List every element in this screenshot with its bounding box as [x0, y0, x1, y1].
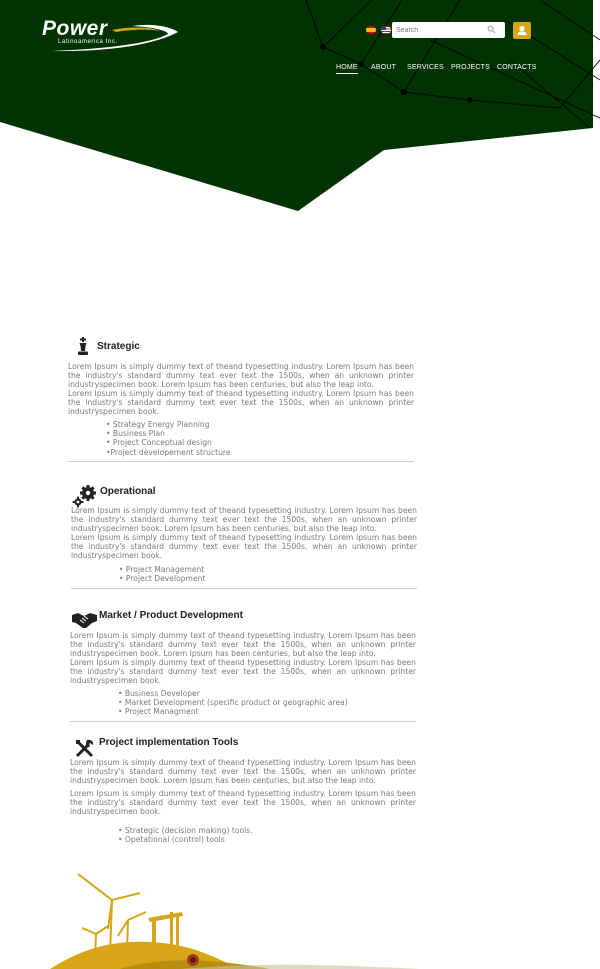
list-item: • Project Development [119, 574, 206, 584]
section-paragraph: Lorem Ipsum is simply dummy text of theand typesetting industry. Lorem Ipsum has been the industry's standard dummy text ever text the 1500s, when an unknown printer industryspecimen book. [68, 389, 414, 416]
section-paragraph: Lorem Ipsum is simply dummy text of theand typesetting industry. Lorem Ipsum has been the industry's standard dummy text ever text the 1500s, when an unknown printer industryspecimen book. [70, 789, 416, 816]
section-divider [70, 721, 416, 722]
section-title: Project implementation Tools [99, 737, 239, 748]
list-item: • Strategic (decision making) tools. [118, 826, 253, 835]
handshake-icon [72, 611, 97, 629]
list-item: • Project Conceptual design [106, 438, 212, 448]
search-input[interactable] [396, 24, 480, 36]
section-title: Strategic [97, 341, 140, 352]
spanish-flag-icon[interactable] [366, 26, 376, 34]
section-paragraph: Lorem Ipsum is simply dummy text of theand typesetting industry. Lorem Ipsum has been the industry's standard dummy text ever text the 1500s, when an unknown printer industryspecimen book. [71, 533, 417, 560]
section-paragraph: Lorem Ipsum is simply dummy text of theand typesetting industry. Lorem Ipsum has been the industry's standard dummy text ever text the 1500s, when an unknown printer industryspecimen book. Lorem Ipsum has been centuries, but also the leap into. [68, 362, 414, 389]
section-title: Market / Product Development [99, 610, 243, 621]
list-item: • Opetational (control) tools [118, 835, 225, 845]
nav-projects[interactable]: PROJECTS [451, 64, 490, 71]
chess-king-icon [76, 337, 90, 356]
nav-services[interactable]: SERVICES [407, 64, 444, 71]
nav-contacts[interactable]: CONTACTS [497, 64, 537, 71]
section-paragraph: Lorem Ipsum is simply dummy text of theand typesetting industry. Lorem Ipsum has been the industry's standard dummy text ever text the 1500s, when an unknown printer industryspecimen book. Lorem Ipsum has been centuries, but also the leap into. [70, 631, 416, 658]
bullet-list [118, 689, 348, 717]
bullet-list [119, 565, 205, 583]
user-account-button[interactable] [513, 22, 531, 39]
section-paragraph: Lorem Ipsum is simply dummy text of theand typesetting industry. Lorem Ipsum has been the industry's standard dummy text ever text the 1500s, when an unknown printer industryspecimen book. Lorem Ipsum has been centuries, but also the leap into. [70, 758, 416, 785]
list-item: • Strategy Energy Planning [106, 420, 210, 429]
tools-icon [75, 739, 95, 759]
logo-wordmark: Power [42, 17, 108, 40]
section-title: Operational [100, 486, 156, 497]
list-item: • Project Managment [118, 707, 199, 717]
section-divider [68, 461, 414, 462]
list-item: •Project developement structure [106, 447, 231, 457]
list-item: • Project Management [119, 565, 205, 574]
list-item: • Business Developer [118, 689, 200, 698]
list-item: • Market Development (specific product or geographic area) [118, 698, 348, 708]
section-paragraph: Lorem Ipsum is simply dummy text of theand typesetting industry. Lorem Ipsum has been the industry's standard dummy text ever text the 1500s, when an unknown printer industryspecimen book. Lorem Ipsum has been centuries, but also the leap into. [71, 506, 417, 533]
nav-home[interactable]: HOME [336, 64, 358, 74]
section-divider [71, 588, 417, 589]
user-icon [513, 22, 531, 39]
brand-logo[interactable] [42, 18, 182, 56]
search-icon[interactable] [487, 25, 496, 34]
section-paragraph: Lorem Ipsum is simply dummy text of theand typesetting industry. Lorem Ipsum has been the industry's standard dummy text ever text the 1500s, when an unknown printer industryspecimen book. [70, 658, 416, 685]
bullet-list [106, 420, 231, 457]
wind-turbines-oil-pumps-icon [0, 860, 600, 969]
bullet-list [118, 826, 253, 844]
nav-about[interactable]: ABOUT [371, 64, 397, 71]
us-flag-icon[interactable] [381, 26, 391, 34]
list-item: • Business Plan [106, 429, 165, 439]
search-box [392, 22, 505, 38]
logo-subtitle: Latinoamerica Inc. [58, 39, 118, 45]
gears-icon [72, 484, 98, 508]
